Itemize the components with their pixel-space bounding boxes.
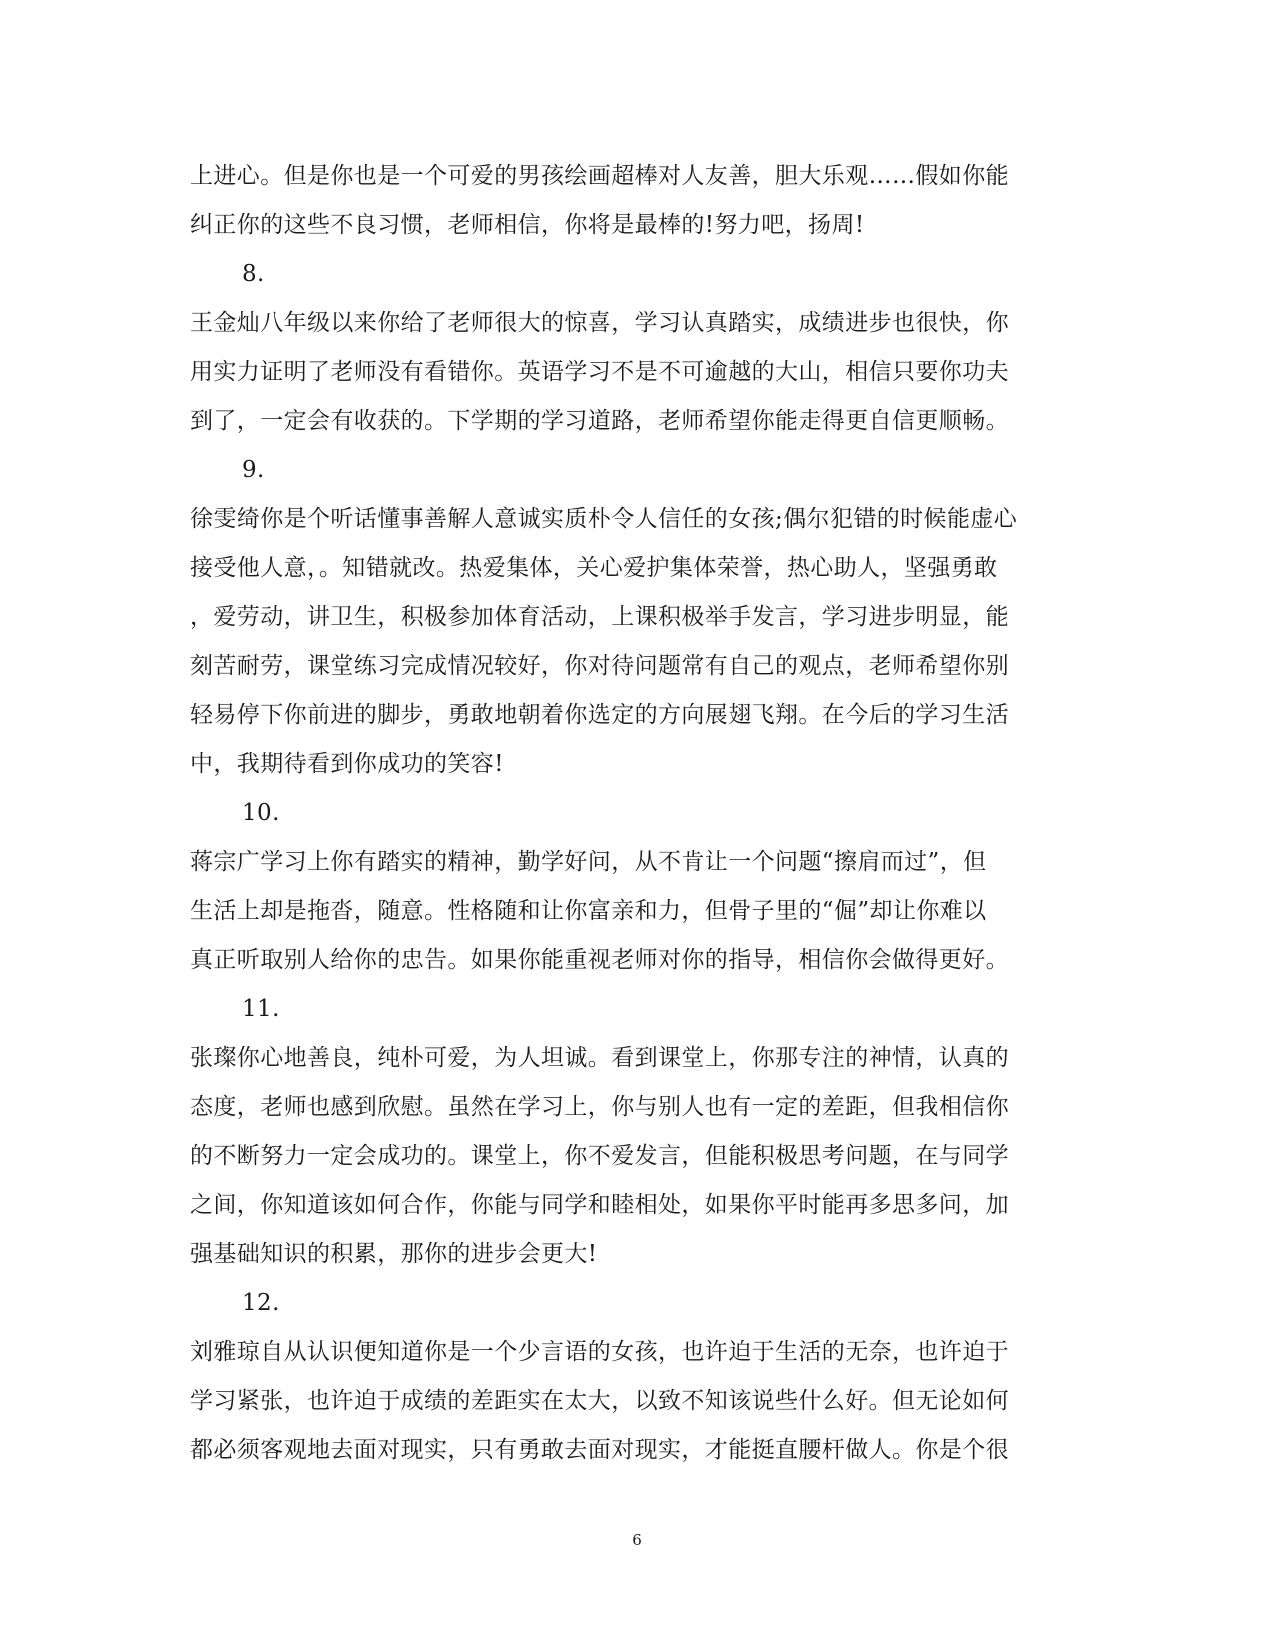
- text-line: 的不断努力一定会成功的。课堂上，你不爱发言，但能积极思考问题，在与同学: [190, 1143, 1009, 1169]
- text-line: 真正听取别人给你的忠告。如果你能重视老师对你的指导，相信你会做得更好。: [190, 947, 1009, 973]
- text-line: 生活上却是拖沓，随意。性格随和让你富亲和力，但骨子里的“倔”却让你难以: [190, 898, 987, 924]
- text-line: 蒋宗广学习上你有踏实的精神，勤学好问，从不肯让一个问题“擦肩而过”，但: [190, 849, 987, 875]
- text-line: 态度，老师也感到欣慰。虽然在学习上，你与别人也有一定的差距，但我相信你: [190, 1094, 1009, 1120]
- text-line: 都必须客观地去面对现实，只有勇敢去面对现实，才能挺直腰杆做人。你是个很: [190, 1437, 1009, 1463]
- text-line: 纠正你的这些不良习惯，老师相信，你将是最棒的!努力吧，扬周!: [190, 212, 865, 238]
- item-number: 11.: [242, 996, 280, 1022]
- text-line: 之间，你知道该如何合作，你能与同学和睦相处，如果你平时能再多思多问，加: [190, 1192, 1009, 1218]
- page-number: 6: [632, 1531, 642, 1549]
- document-body: [190, 152, 1080, 1475]
- text-line: 徐雯绮你是个听话懂事善解人意诚实质朴令人信任的女孩;偶尔犯错的时候能虚心: [190, 506, 1018, 532]
- item-number: 8.: [242, 261, 265, 287]
- text-line: 王金灿八年级以来你给了老师很大的惊喜，学习认真踏实，成绩进步也很快，你: [190, 310, 1009, 336]
- text-line: 学习紧张，也许迫于成绩的差距实在太大，以致不知该说些什么好。但无论如何: [190, 1388, 1009, 1414]
- text-line: 刘雅琼自从认识便知道你是一个少言语的女孩，也许迫于生活的无奈，也许迫于: [190, 1339, 1009, 1365]
- text-line: 中，我期待看到你成功的笑容!: [190, 751, 504, 777]
- item-number: 12.: [242, 1290, 280, 1316]
- text-line: 接受他人意，。知错就改。热爱集体，关心爱护集体荣誉，热心助人，坚强勇敢: [190, 555, 998, 581]
- text-line: 张璨你心地善良，纯朴可爱，为人坦诚。看到课堂上，你那专注的神情，认真的: [190, 1045, 1009, 1071]
- item-number: 10.: [242, 800, 280, 826]
- item-number: 9.: [242, 457, 265, 483]
- text-line: ，爱劳动，讲卫生，积极参加体育活动，上课积极举手发言，学习进步明显，能: [190, 604, 1009, 630]
- text-line: 轻易停下你前进的脚步，勇敢地朝着你选定的方向展翅飞翔。在今后的学习生活: [190, 702, 1009, 728]
- text-line: 到了，一定会有收获的。下学期的学习道路，老师希望你能走得更自信更顺畅。: [190, 408, 1009, 434]
- text-line: 刻苦耐劳，课堂练习完成情况较好，你对待问题常有自己的观点，老师希望你别: [190, 653, 1009, 679]
- text-line: 上进心。但是你也是一个可爱的男孩绘画超棒对人友善，胆大乐观……假如你能: [190, 163, 1009, 189]
- text-line: 强基础知识的积累，那你的进步会更大!: [190, 1241, 598, 1267]
- text-line: 用实力证明了老师没有看错你。英语学习不是不可逾越的大山，相信只要你功夫: [190, 359, 1009, 385]
